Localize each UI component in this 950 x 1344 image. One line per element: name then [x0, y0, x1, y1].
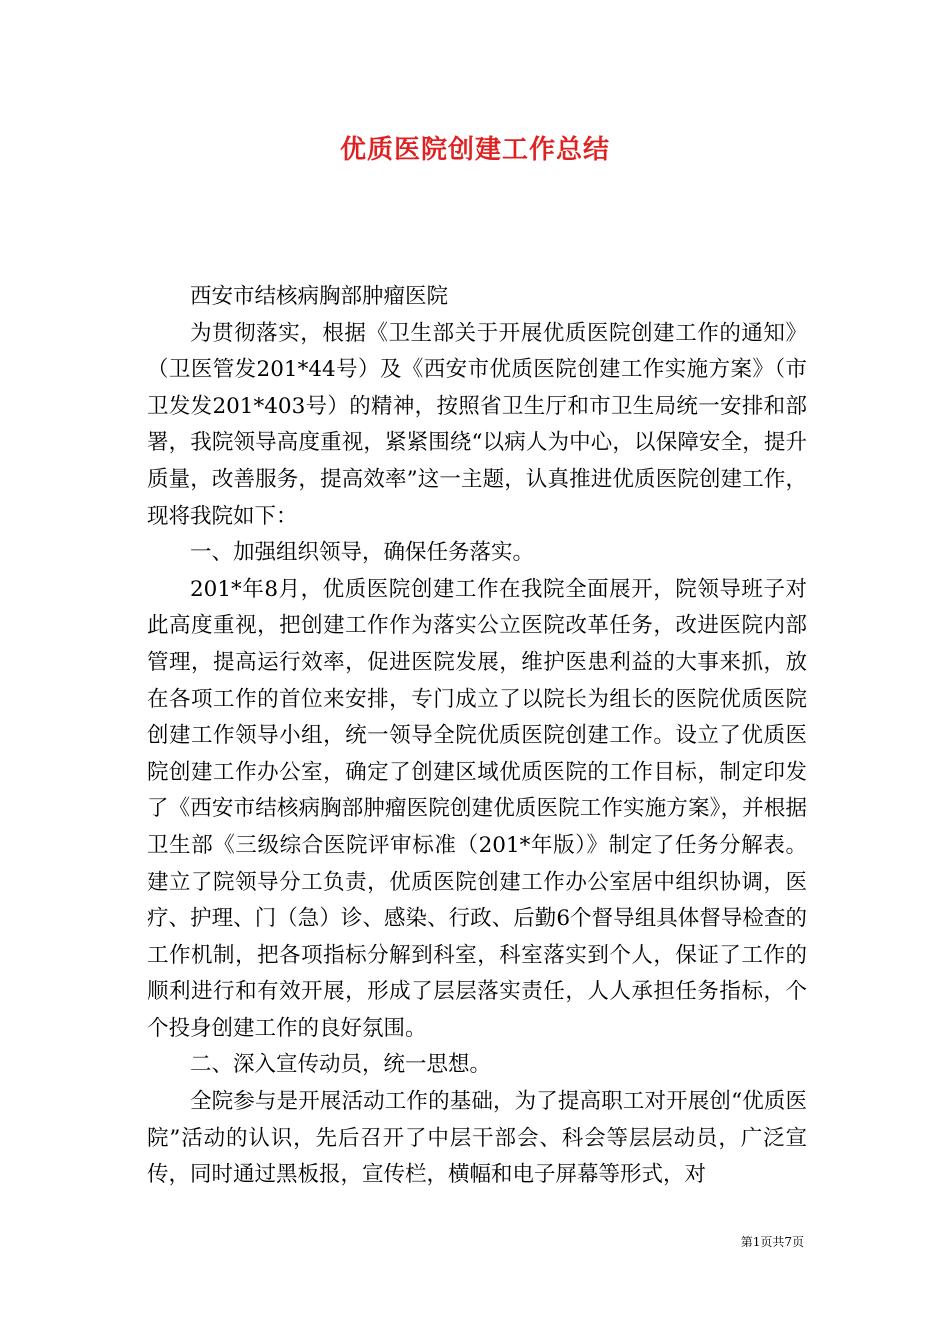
document-title: 优质医院创建工作总结	[339, 135, 610, 165]
document-body	[147, 279, 807, 1194]
paragraph-section-2: 全院参与是开展活动工作的基础，为了提高职工对开展创“优质医院”活动的认识，先后召开了中层干部会、科会等层层动员，广泛宣传，同时通过黑板报，宣传栏，横幅和电子屏幕等形式，对	[147, 1089, 807, 1188]
section-heading-1: 一、加强组织领导，确保任务落实。	[190, 540, 535, 566]
paragraph-intro: 为贯彻落实，根据《卫生部关于开展优质医院创建工作的通知》（卫医管发201*44号）及《西安市优质医院创建工作实施方案》（市卫发发201*403号）的精神，按照省卫生厅和市卫生局统一安排和部署，我院领导高度重视，紧紧围绕“以病人为中心，以保障安全，提升质量，改善服务，提高效率”这一主题，认真推进优质医院创建工作，现将我院如下：	[147, 320, 807, 529]
section-heading-2: 二、深入宣传动员，统一思想。	[190, 1052, 492, 1078]
paragraph-section-1: 201*年8月，优质医院创建工作在我院全面展开，院领导班子对此高度重视，把创建工作作为落实公立医院改革任务，改进医院内部管理，提高运行效率，促进医院发展，维护医患利益的大事来抓，放在各项工作的首位来安排，专门成立了以院长为组长的医院优质医院创建工作领导小组，统一领导全院优质医院创建工作。设立了优质医院创建工作办公室，确定了创建区域优质医院的工作目标，制定印发了《西安市结核病胸部肿瘤医院创建优质医院工作实施方案》，并根据卫生部《三级综合医院评审标准（201*年版）》制定了任务分解表。建立了院领导分工负责，优质医院创建工作办公室居中组织协调，医疗、护理、门（急）诊、感染、行政、后勤6个督导组具体督导检查的工作机制，把各项指标分解到科室，科室落实到个人，保证了工作的顺利进行和有效开展，形成了层层落实责任，人人承担任务指标，个个投身创建工作的良好氛围。	[147, 576, 807, 1041]
paragraph-hospital-name: 西安市结核病胸部肿瘤医院	[190, 284, 449, 309]
page-number: 第1页共7页	[740, 1235, 804, 1249]
